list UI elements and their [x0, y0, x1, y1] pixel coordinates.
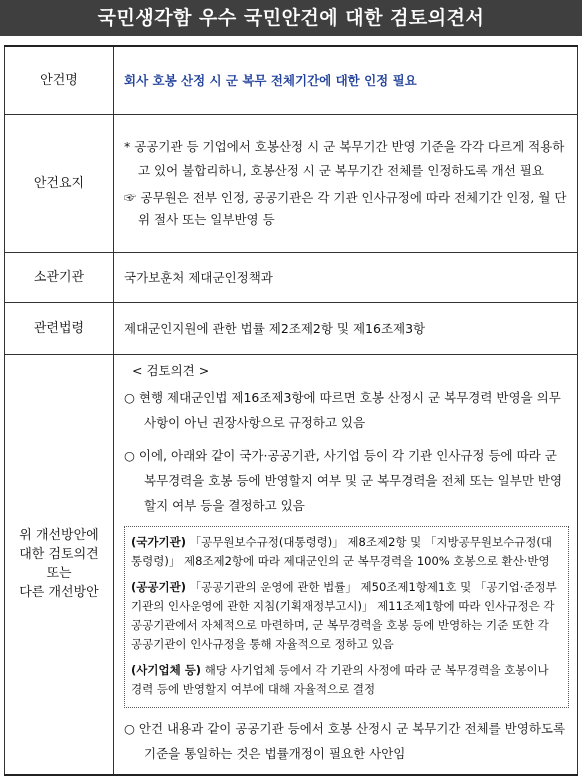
row-related-law	[5, 302, 578, 354]
label-department: 소관기관	[5, 252, 114, 302]
summary-bullet: *	[124, 139, 131, 154]
row-agenda-summary	[5, 114, 578, 252]
opinion-content	[114, 354, 578, 775]
summary-text: 공공기관 등 기업에서 호봉산정 시 군 복무기간 반영 기준을 각각 다르게 적용하고 있어 불합리하니, 호봉산정 시 군 복무기간 전체를 인정하도록 개선 필요	[134, 139, 565, 178]
summary-note-text: 공무원은 전부 인정, 공공기관은 각 기관 인사규정에 따라 전체기간 인정, 월 단위 절사 또는 일부반영 등	[138, 190, 567, 227]
related-law-value: 제대군인지원에 관한 법률 제2조제2항 및 제16조제3항	[114, 302, 578, 354]
document-title: 국민생각함 우수 국민안건에 대한 검토의견서	[0, 0, 582, 36]
pointing-hand-icon: ☞	[124, 190, 137, 205]
circle-bullet-icon: ○	[124, 389, 135, 405]
department-value: 국가보훈처 제대군인정책과	[114, 252, 578, 302]
agenda-name-value	[114, 46, 578, 114]
label-agenda-summary: 안건요지	[5, 114, 114, 252]
label-opinion-line-3: 또는	[46, 566, 72, 581]
reference-text: 「공공기관의 운영에 관한 법률」 제50조제1항제1호 및 「공기업·준정부기관의 인사운영에 관한 지침(기획재정부고시)」 제11조제1항에 따라 인사규정은 각 공공기관에서 자체적으로 마련하며, 군 복무경력을 호봉 등에 반영하는 기준 또한 각 공공기관이 인사규정을 통해 자율적으로 정하고 있음	[131, 579, 557, 651]
opinion-conclusion-text: 안건 내용과 같이 공공기관 등에서 호봉 산정시 군 복무기간 전체를 반영하도록 기준을 통일하는 것은 법률개정이 필요한 사안임	[138, 720, 566, 761]
reference-national	[131, 533, 562, 571]
circle-bullet-icon: ○	[124, 447, 135, 463]
summary-paragraph	[124, 135, 569, 183]
reference-tag: (공공기관)	[131, 579, 186, 594]
agenda-summary-content	[114, 114, 578, 252]
reference-text: 해당 사기업체 등에서 각 기관의 사정에 따라 군 복무경력을 호봉이나 경력 등에 반영할지 여부에 대해 자율적으로 결정	[131, 662, 549, 696]
agenda-title: 회사 호봉 산정 시 군 복무 전체기간에 대한 인정 필요	[124, 73, 417, 89]
opinion-conclusion	[124, 716, 569, 766]
reference-box	[124, 526, 569, 708]
reference-private	[131, 661, 562, 699]
opinion-item	[124, 443, 569, 518]
summary-note	[124, 187, 569, 231]
reference-tag: (국가기관)	[131, 534, 186, 549]
circle-bullet-icon: ○	[124, 720, 135, 736]
label-related-law: 관련법령	[5, 302, 114, 354]
opinion-item-text: 현행 제대군인법 제16조제3항에 따르면 호봉 산정시 군 복무경력 반영을 의무사항이 아닌 권장사항으로 규정하고 있음	[138, 389, 561, 430]
label-opinion	[5, 354, 114, 775]
reference-public	[131, 578, 562, 654]
opinion-heading: < 검토의견 >	[132, 362, 210, 378]
opinion-item-text: 이에, 아래와 같이 국가·공공기관, 사기업 등이 각 기관 인사규정 등에 따라 군 복무경력을 호봉 등에 반영할지 여부 및 군 복무경력을 전체 또는 일부만 반영할지 여부 등을 결정하고 있음	[138, 447, 563, 513]
opinion-item	[124, 385, 569, 435]
row-agenda-name	[5, 46, 578, 114]
reference-tag: (사기업체 등)	[131, 662, 202, 677]
row-department	[5, 252, 578, 302]
label-opinion-line-4: 다른 개선방안	[19, 585, 99, 600]
label-opinion-line-2: 대한 검토의견	[19, 547, 99, 562]
label-opinion-line-1: 위 개선방안에	[19, 528, 99, 543]
label-agenda-name: 안건명	[5, 46, 114, 114]
row-opinion	[5, 354, 578, 775]
review-table	[4, 45, 578, 776]
reference-text: 「공무원보수규정(대통령령)」 제8조제2항 및 「지방공무원보수규정(대통령령)」 제8조제2항에 따라 제대군인의 군 복무경력을 100% 호봉으로 환산·반영	[131, 534, 552, 568]
